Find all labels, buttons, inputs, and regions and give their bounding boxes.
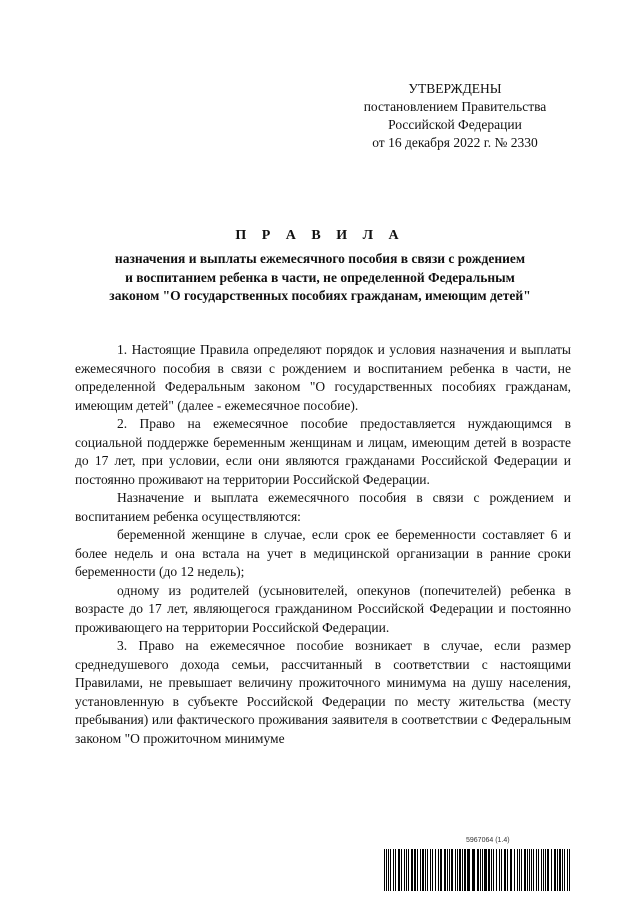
approval-line: постановлением Правительства: [363, 99, 547, 114]
paragraph-1: 1. Настоящие Правила определяют порядок и условия назначения и выплаты ежемесячного пособия в связи с рождением и воспитанием ребенка в части, не определенной Федеральным законом "О государственных пособиях гражданам, имеющим детей" (далее - ежемесячное пособие).: [75, 342, 571, 413]
approval-line: Российской Федерации: [388, 117, 522, 132]
approval-date-number: от 16 декабря 2022 г. № 2330: [372, 135, 538, 150]
paragraph-parent: одному из родителей (усыновителей, опекунов (попечителей) ребенка в возрасте до 17 лет, являющегося гражданином Российской Федерации и постоянно проживающего на территории Российской Федерации.: [75, 582, 571, 635]
subtitle-line: и воспитанием ребенка в части, не определенной Федеральным: [125, 269, 515, 285]
barcode-icon: [384, 849, 572, 891]
document-body: [75, 341, 571, 748]
subtitle-line: назначения и выплаты ежемесячного пособия в связи с рождением: [114, 251, 526, 266]
paragraph-2: 2. Право на ежемесячное пособие предоставляется нуждающимся в социальной поддержке беременным женщинам и лицам, имеющим детей в возрасте до 17 лет, при условии, если они являются гражданами Российской Федерации и постоянно проживают на территории Российской Федерации.: [75, 416, 571, 487]
document-barcode: [384, 837, 572, 893]
document-subtitle: [60, 250, 580, 306]
document-title: П Р А В И Л А: [235, 228, 405, 243]
barcode-code: 5967064 (1.4): [466, 837, 510, 844]
paragraph-pregnant-woman: беременной женщине в случае, если срок ее беременности составляет 6 и более недель и она встала на учет в медицинской организации в ранние сроки беременности (до 12 недель);: [75, 527, 571, 579]
approval-stamp: [340, 80, 570, 152]
subtitle-line: законом "О государственных пособиях гражданам, имеющим детей": [109, 288, 531, 303]
paragraph-3: 3. Право на ежемесячное пособие возникает в случае, если размер среднедушевого дохода семьи, рассчитанный в соответствии с настоящими Правилами, не превышает величину прожиточного минимума на душу населения, установленную в субъекте Российской Федерации по месту жительства (месту пребывания) или фактического проживания заявителя в соответствии с Федеральным законом "О прожиточном минимуме: [75, 638, 571, 746]
paragraph-assignment: Назначение и выплата ежемесячного пособия в связи с рождением и воспитанием ребенка осуществляются:: [75, 490, 571, 524]
approval-heading: УТВЕРЖДЕНЫ: [408, 81, 502, 96]
